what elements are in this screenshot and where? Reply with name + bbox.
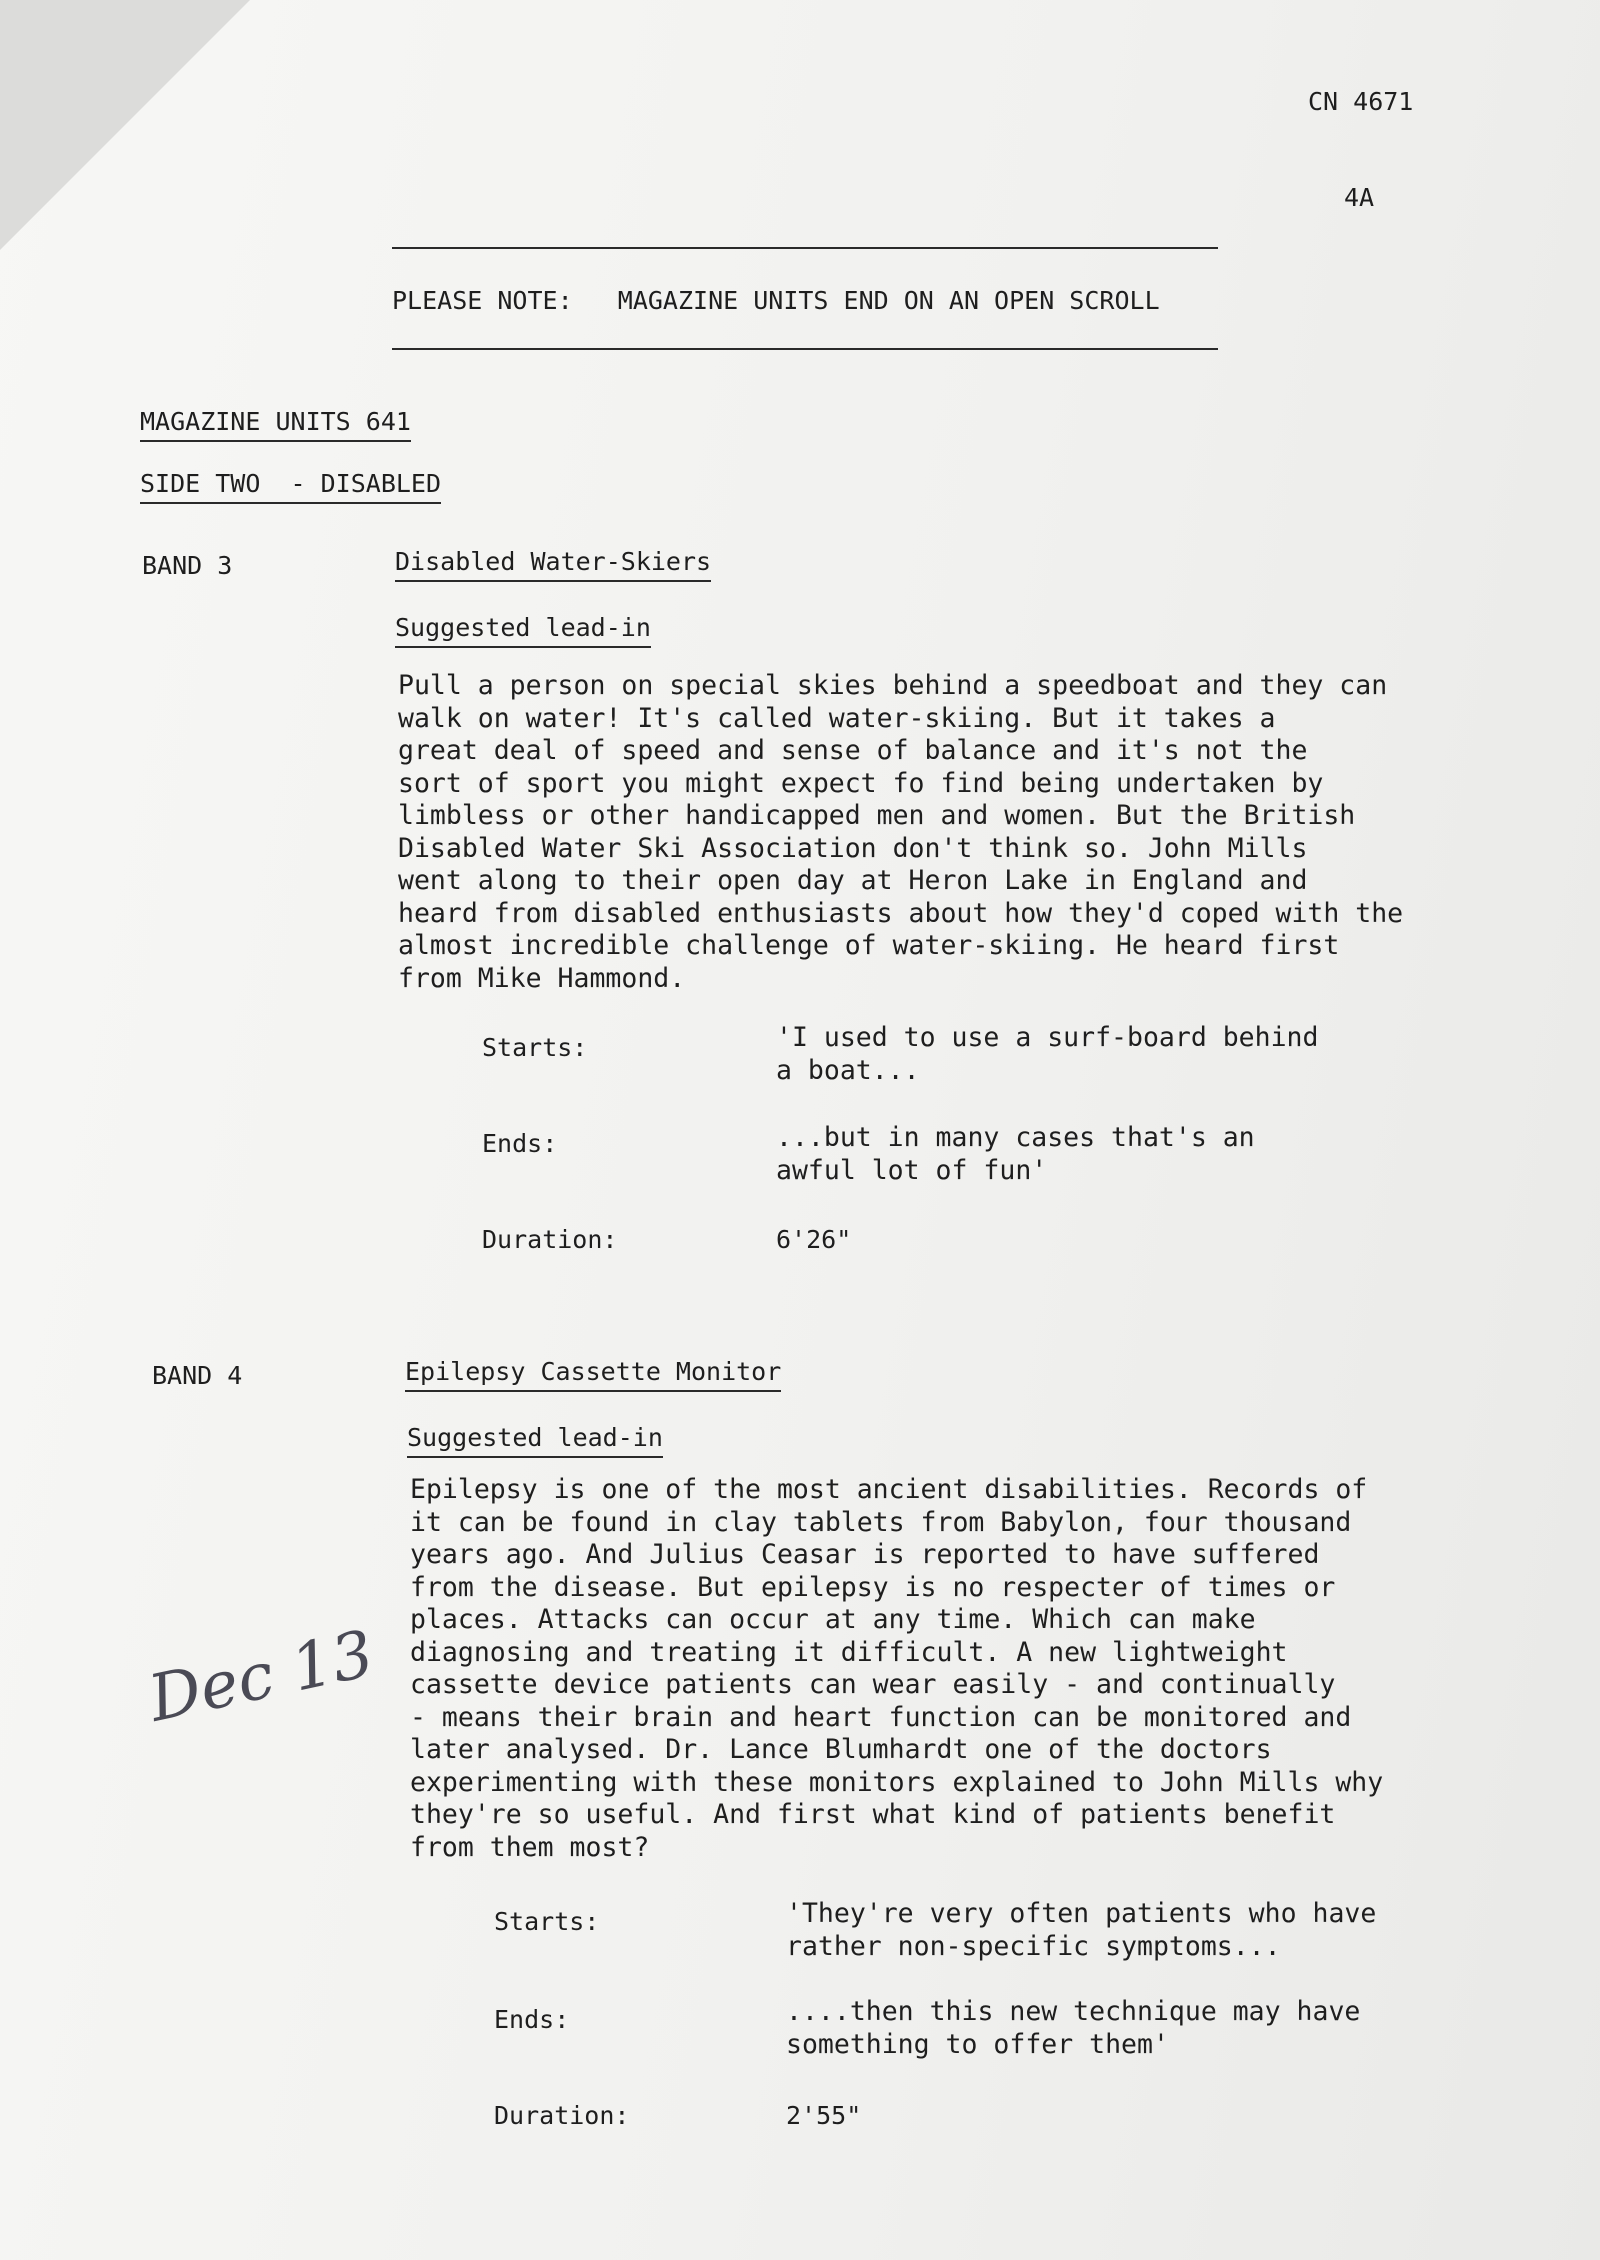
- band-4-lead-label: Suggested lead-in: [407, 1422, 663, 1458]
- band-3-label: BAND 3: [142, 551, 233, 580]
- note-top-rule: [392, 247, 1218, 249]
- band-3-duration: 6'26": [776, 1225, 852, 1254]
- band-4-starts-label: Starts:: [494, 1907, 600, 1936]
- handwritten-date: Dec 13: [142, 1617, 381, 1737]
- band-3-title: Disabled Water-Skiers: [395, 546, 711, 582]
- band-3-lead-label: Suggested lead-in: [395, 612, 651, 648]
- band-3-starts: 'I used to use a surf-board behind a boat...: [776, 1022, 1319, 1086]
- please-note: PLEASE NOTE: MAGAZINE UNITS END ON AN OPEN SCROLL: [392, 286, 1160, 315]
- side-heading: SIDE TWO - DISABLED: [140, 468, 441, 504]
- page-number: 4A: [1344, 183, 1375, 212]
- band-4-title: Epilepsy Cassette Monitor: [405, 1356, 781, 1392]
- band-4-starts: 'They're very often patients who have rather non-specific symptoms...: [786, 1898, 1377, 1962]
- band-3-duration-label: Duration:: [482, 1225, 618, 1254]
- band-3-starts-label: Starts:: [482, 1033, 588, 1062]
- band-3-ends: ...but in many cases that's an awful lot of fun': [776, 1122, 1255, 1186]
- band-4-duration-label: Duration:: [494, 2101, 630, 2130]
- band-4-duration: 2'55": [786, 2101, 862, 2130]
- note-bottom-rule: [392, 348, 1218, 350]
- band-4-lead-in: Epilepsy is one of the most ancient disabilities. Records of it can be found in clay tablets from Babylon, four thousand years ago. And Julius Ceasar is reported to have suffered from the disease. But epilepsy is no respecter of times or places. Attacks can occur at any time. Which can make diagnosing and treating it difficult. A new lightweight cassette device patients can wear easily - and continually - means their brain and heart function can be monitored and later analysed. Dr. Lance Blumhardt one of the doctors experimenting with these monitors explained to John Mills why they're so useful. And first what kind of patients benefit from them most?: [410, 1474, 1384, 1863]
- band-4-ends-label: Ends:: [494, 2005, 570, 2034]
- reference-number: CN 4671: [1308, 87, 1414, 116]
- folded-corner: [0, 0, 250, 250]
- band-3-lead-in: Pull a person on special skies behind a speedboat and they can walk on water! It's called water-skiing. But it takes a great deal of speed and sense of balance and it's not the sort of sport you might expect fo find being undertaken by limbless or other handicapped men and women. But the British Disabled Water Ski Association don't think so. John Mills went along to their open day at Heron Lake in England and heard from disabled enthusiasts about how they'd coped with the almost incredible challenge of water-skiing. He heard first from Mike Hammond.: [398, 670, 1404, 994]
- band-3-ends-label: Ends:: [482, 1129, 558, 1158]
- band-4-ends: ....then this new technique may have something to offer them': [786, 1996, 1361, 2060]
- band-4-label: BAND 4: [152, 1361, 243, 1390]
- magazine-units-heading: MAGAZINE UNITS 641: [140, 406, 411, 442]
